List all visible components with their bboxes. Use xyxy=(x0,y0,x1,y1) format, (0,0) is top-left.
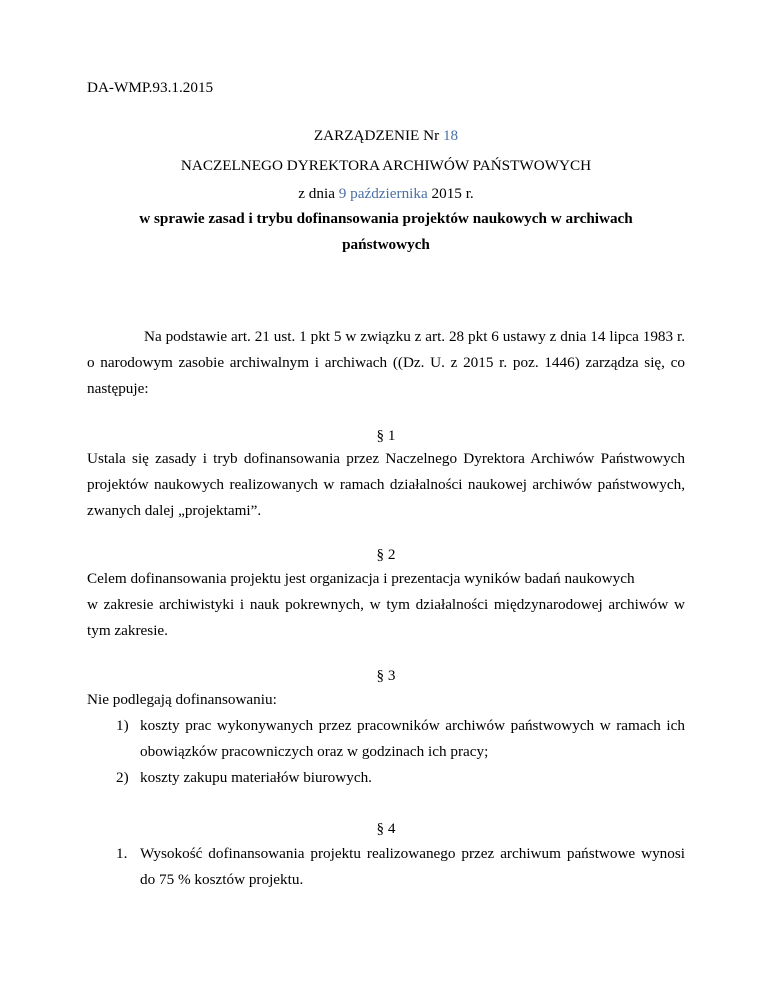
document-title xyxy=(87,127,685,145)
list-item-text: Wysokość dofinansowania projektu realizowanego przez archiwum państwowe wynosi do 75 % kosztów projektu. xyxy=(140,845,685,888)
section-text-2-rest: w zakresie archiwistyki i nauk pokrewnych, w tym działalności międzynarodowej archiwów w tym zakresie. xyxy=(87,596,685,639)
list-item-number: 1) xyxy=(116,717,129,734)
date-suffix: 2015 r. xyxy=(427,185,474,202)
date-prefix: z dnia xyxy=(298,185,339,202)
subject-line-2: państwowych xyxy=(342,236,430,253)
section-text-2-line1: Celem dofinansowania projektu jest organizacja i prezentacja wyników badań naukowych xyxy=(87,570,635,587)
list-item-number: 2) xyxy=(116,769,129,786)
date-link: 9 października xyxy=(338,185,428,202)
list-item-text: koszty prac wykonywanych przez pracowników archiwów państwowych w ramach ich obowiązków pracowniczych oraz w godzinach ich pracy; xyxy=(140,717,685,760)
document-date xyxy=(87,185,685,203)
list-item xyxy=(116,765,685,791)
subject-line-1: w sprawie zasad i trybu dofinansowania projektów naukowych w archiwach xyxy=(139,210,633,227)
section-mark-2: § 2 xyxy=(376,546,396,563)
title-prefix: ZARZĄDZENIE Nr xyxy=(313,127,443,144)
preamble: Na podstawie art. 21 ust. 1 pkt 5 w związku z art. 28 pkt 6 ustawy z dnia 14 lipca 1983 r. o narodowym zasobie archiwalnym i archiwach ((Dz. U. z 2015 r. poz. 1446) zarządza się, co następuje: xyxy=(87,328,685,397)
list-item xyxy=(116,713,685,765)
list-item-number: 1. xyxy=(116,845,128,862)
section-intro-3: Nie podlegają dofinansowaniu: xyxy=(87,691,277,708)
list-item-text: koszty zakupu materiałów biurowych. xyxy=(140,769,372,786)
issuing-authority: NACZELNEGO DYREKTORA ARCHIWÓW PAŃSTWOWYCH xyxy=(180,157,592,174)
section-mark-1: § 1 xyxy=(376,427,396,444)
section-text-1: Ustala się zasady i tryb dofinansowania przez Naczelnego Dyrektora Archiwów Państwowych projektów naukowych realizowanych w ramach działalności naukowej archiwów państwowych, zwanych dalej „projektami”. xyxy=(87,450,685,519)
section-mark-4: § 4 xyxy=(376,820,396,837)
section-mark-3: § 3 xyxy=(376,667,396,684)
document-reference: DA-WMP.93.1.2015 xyxy=(87,79,214,96)
list-item xyxy=(116,841,685,893)
title-number: 18 xyxy=(442,127,459,144)
